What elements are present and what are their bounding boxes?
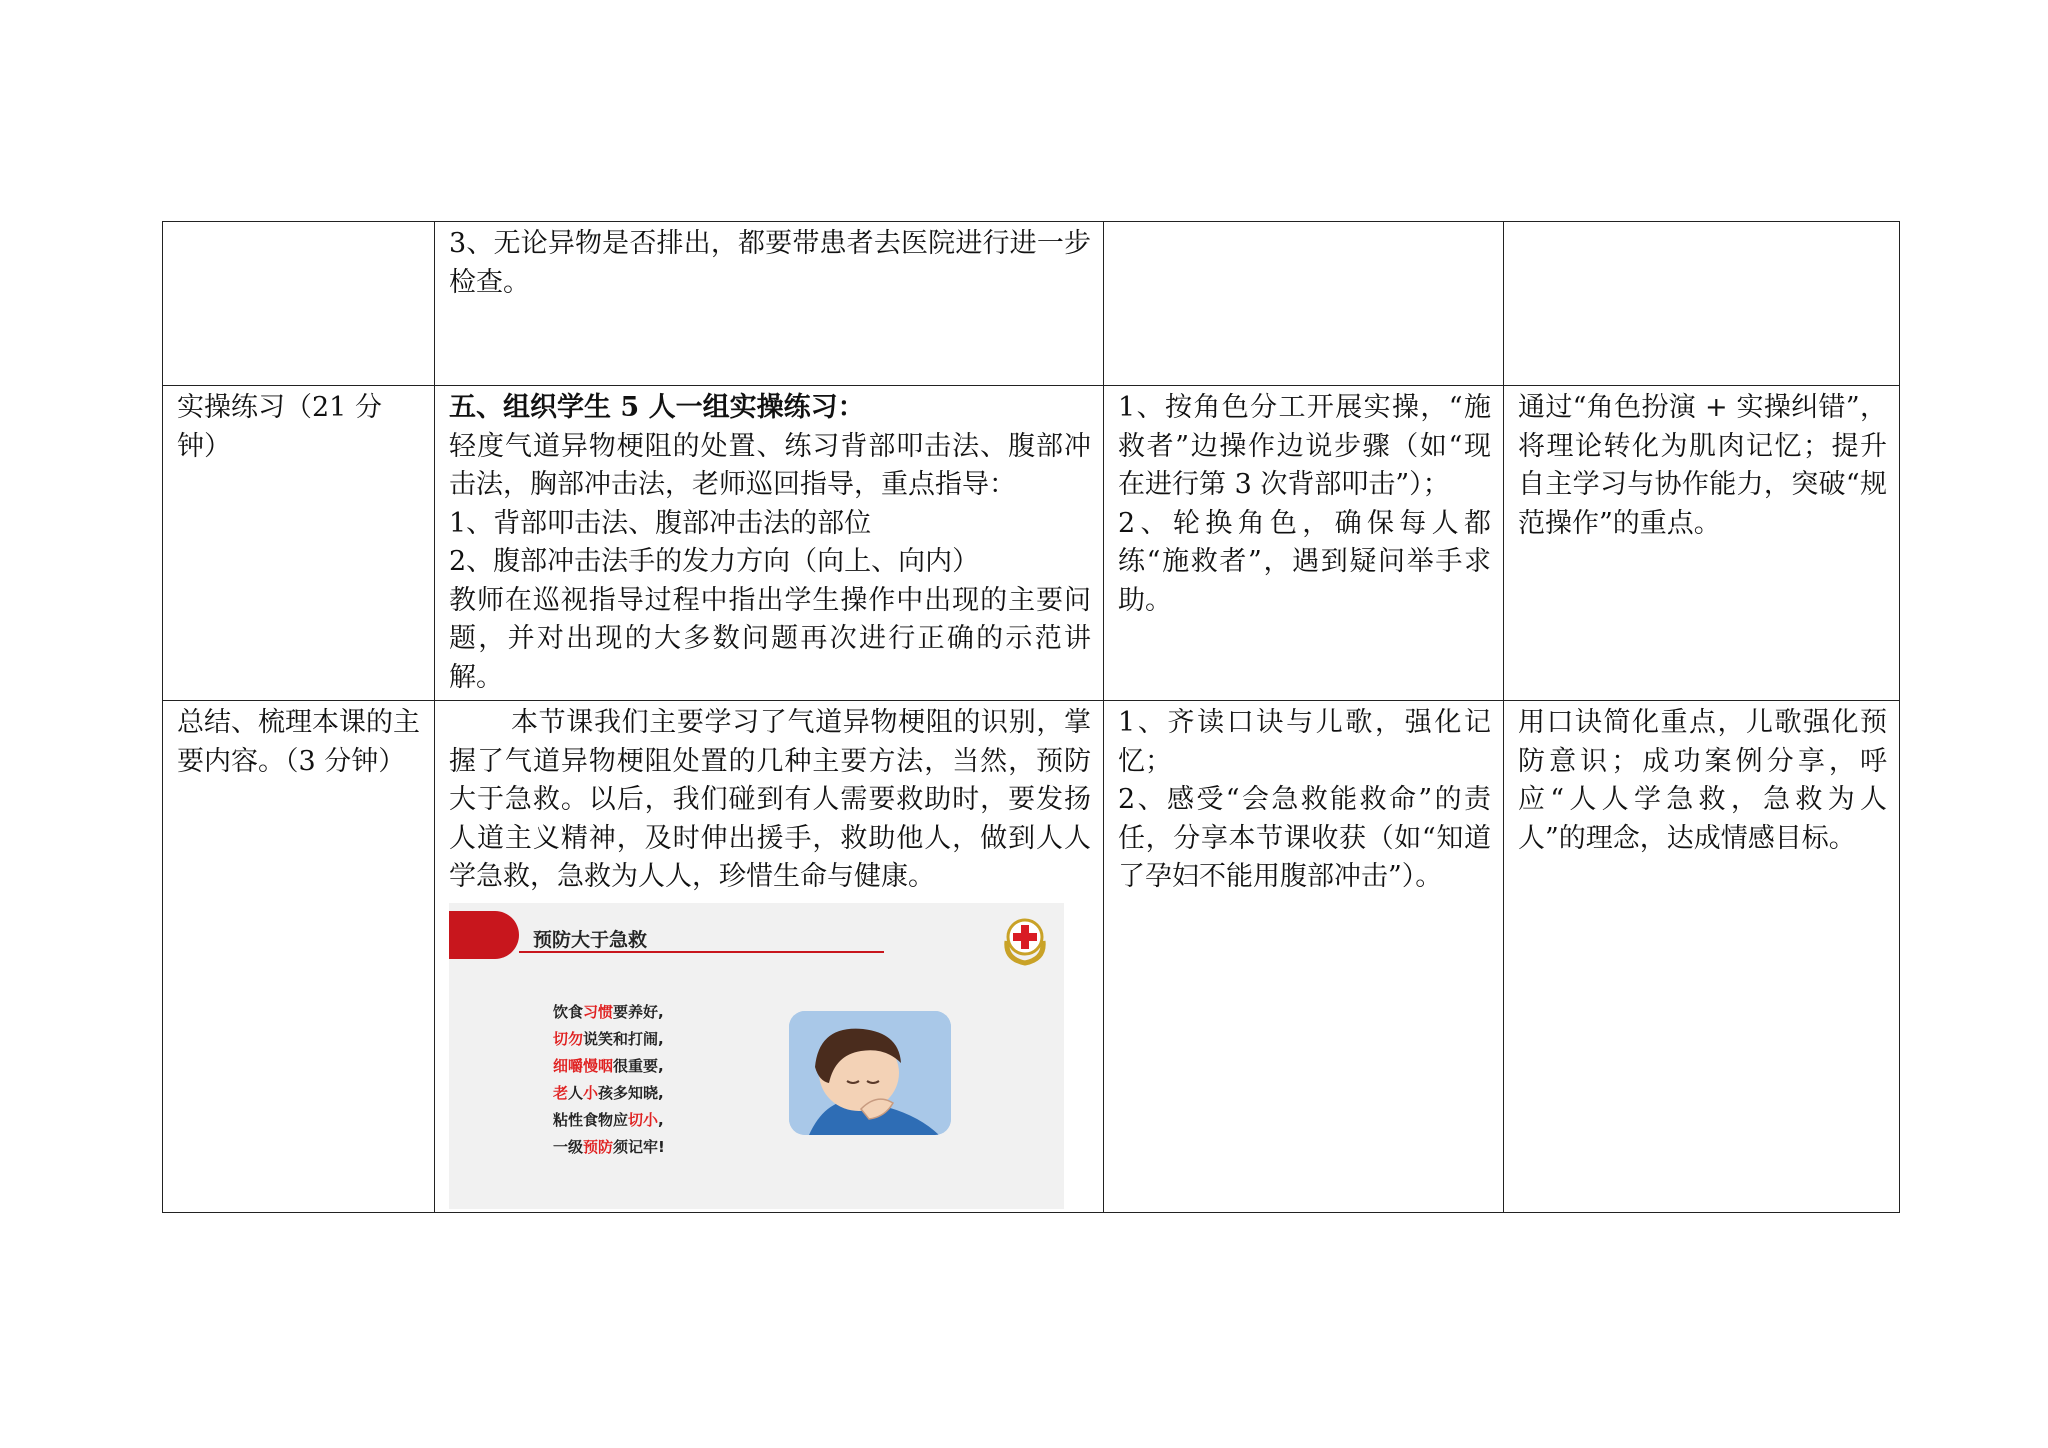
row3-col4-cell xyxy=(1504,701,1900,1213)
row1-col4-cell xyxy=(1504,222,1900,386)
table-row xyxy=(163,222,1900,386)
rhyme-segment: 切小 xyxy=(628,1110,659,1129)
student-activity-line: 2、轮换角色，确保每人都练“施救者”，遇到疑问举手求助。 xyxy=(1118,507,1491,616)
rhyme-segment: 一级 xyxy=(553,1137,584,1156)
table-row xyxy=(163,386,1900,701)
rhyme-segment: 须记牢! xyxy=(613,1137,665,1156)
student-activity-line: 1、按角色分工开展实操，“施救者”边操作边说步骤（如“现在进行第 3 次背部叩击”）； xyxy=(1118,392,1491,500)
row2-col2-cell xyxy=(435,386,1104,701)
slide-title: 预防大于急救 xyxy=(533,928,648,951)
row1-col3-cell xyxy=(1104,222,1504,386)
rhyme-segment: 很重要, xyxy=(613,1056,664,1075)
row2-col4-cell xyxy=(1504,386,1900,701)
table-row xyxy=(163,701,1900,1213)
summary-paragraph: 本节课我们主要学习了气道异物梗阻的识别，掌握了气道异物梗阻处置的几种主要方法，当然，预防大于急救。以后，我们碰到有人需要救助时，要发扬人道主义精神，及时伸出援手，救助他人，做到人人学急救，急救为人人，珍惜生命与健康。 xyxy=(449,707,1091,892)
practice-content-line: 1、背部叩击法、腹部冲击法的部位 xyxy=(449,507,872,539)
slide-title-rule xyxy=(519,951,884,953)
rhyme-segment: 说笑和打闹, xyxy=(583,1029,664,1048)
prevention-slide-image xyxy=(449,903,1064,1209)
row2-col1-cell xyxy=(163,386,435,701)
rhyme-segment: 人 xyxy=(568,1083,584,1102)
stage-label-summary: 总结、梳理本课的主要内容。（3 分钟） xyxy=(177,707,420,777)
row1-col1-cell xyxy=(163,222,435,386)
rhyme-line xyxy=(553,999,665,1026)
choking-person-illustration xyxy=(789,1011,951,1135)
rhyme-line xyxy=(553,1107,665,1134)
rhyme-segment: 饮食 xyxy=(553,1002,584,1021)
rhyme-segment: , xyxy=(658,1110,664,1129)
rhyme-segment: 切勿 xyxy=(553,1029,584,1048)
rhyme-segment: 孩多知晓, xyxy=(598,1083,664,1102)
hospital-check-note: 3、无论异物是否排出，都要带患者去医院进行进一步检查。 xyxy=(449,228,1091,298)
rhyme-segment: 习惯 xyxy=(583,1002,614,1021)
student-activity-line: 2、感受“会急救能救命”的责任，分享本节课收获（如“知道了孕妇不能用腹部冲击”）。 xyxy=(1118,784,1491,892)
rhyme-segment: 预防 xyxy=(583,1137,614,1156)
row3-col1-cell xyxy=(163,701,435,1213)
design-intent-text: 通过“角色扮演 + 实操纠错”，将理论转化为肌肉记忆；提升自主学习与协作能力，突破“规范操作”的重点。 xyxy=(1518,392,1887,539)
rhyme-line xyxy=(553,1053,665,1080)
practice-content-line: 2、腹部冲击法手的发力方向（向上、向内） xyxy=(449,546,980,577)
prevention-rhyme xyxy=(553,999,665,1161)
rhyme-line xyxy=(553,1080,665,1107)
stage-label-practice: 实操练习（21 分钟） xyxy=(177,392,382,462)
red-cross-emblem-icon xyxy=(997,911,1053,967)
rhyme-segment: 粘性食物应 xyxy=(553,1110,629,1129)
rhyme-line xyxy=(553,1134,665,1161)
rhyme-segment: 要养好, xyxy=(613,1002,664,1021)
practice-content-line: 教师在巡视指导过程中指出学生操作中出现的主要问题，并对出现的大多数问题再次进行正确的示范讲解。 xyxy=(449,584,1091,693)
row3-col2-cell xyxy=(435,701,1104,1213)
student-activity-line: 1、齐读口诀与儿歌，强化记忆； xyxy=(1118,707,1491,777)
practice-content-line: 轻度气道异物梗阻的处置、练习背部叩击法、腹部冲击法，胸部冲击法，老师巡回指导，重点指导： xyxy=(449,430,1091,500)
rhyme-segment: 小 xyxy=(583,1083,599,1102)
row3-col3-cell xyxy=(1104,701,1504,1213)
practice-heading: 五、组织学生 5 人一组实操练习： xyxy=(449,392,865,423)
row2-col3-cell xyxy=(1104,386,1504,701)
rhyme-segment: 细嚼慢咽 xyxy=(553,1056,614,1075)
rhyme-segment: 老 xyxy=(553,1083,569,1102)
row1-col2-cell xyxy=(435,222,1104,386)
slide-title-bar xyxy=(449,911,519,959)
rhyme-line xyxy=(553,1026,665,1053)
design-intent-text: 用口诀简化重点，儿歌强化预防意识；成功案例分享，呼应“人人学急救，急救为人人”的理念，达成情感目标。 xyxy=(1518,707,1887,854)
lesson-plan-table xyxy=(162,221,1900,1213)
